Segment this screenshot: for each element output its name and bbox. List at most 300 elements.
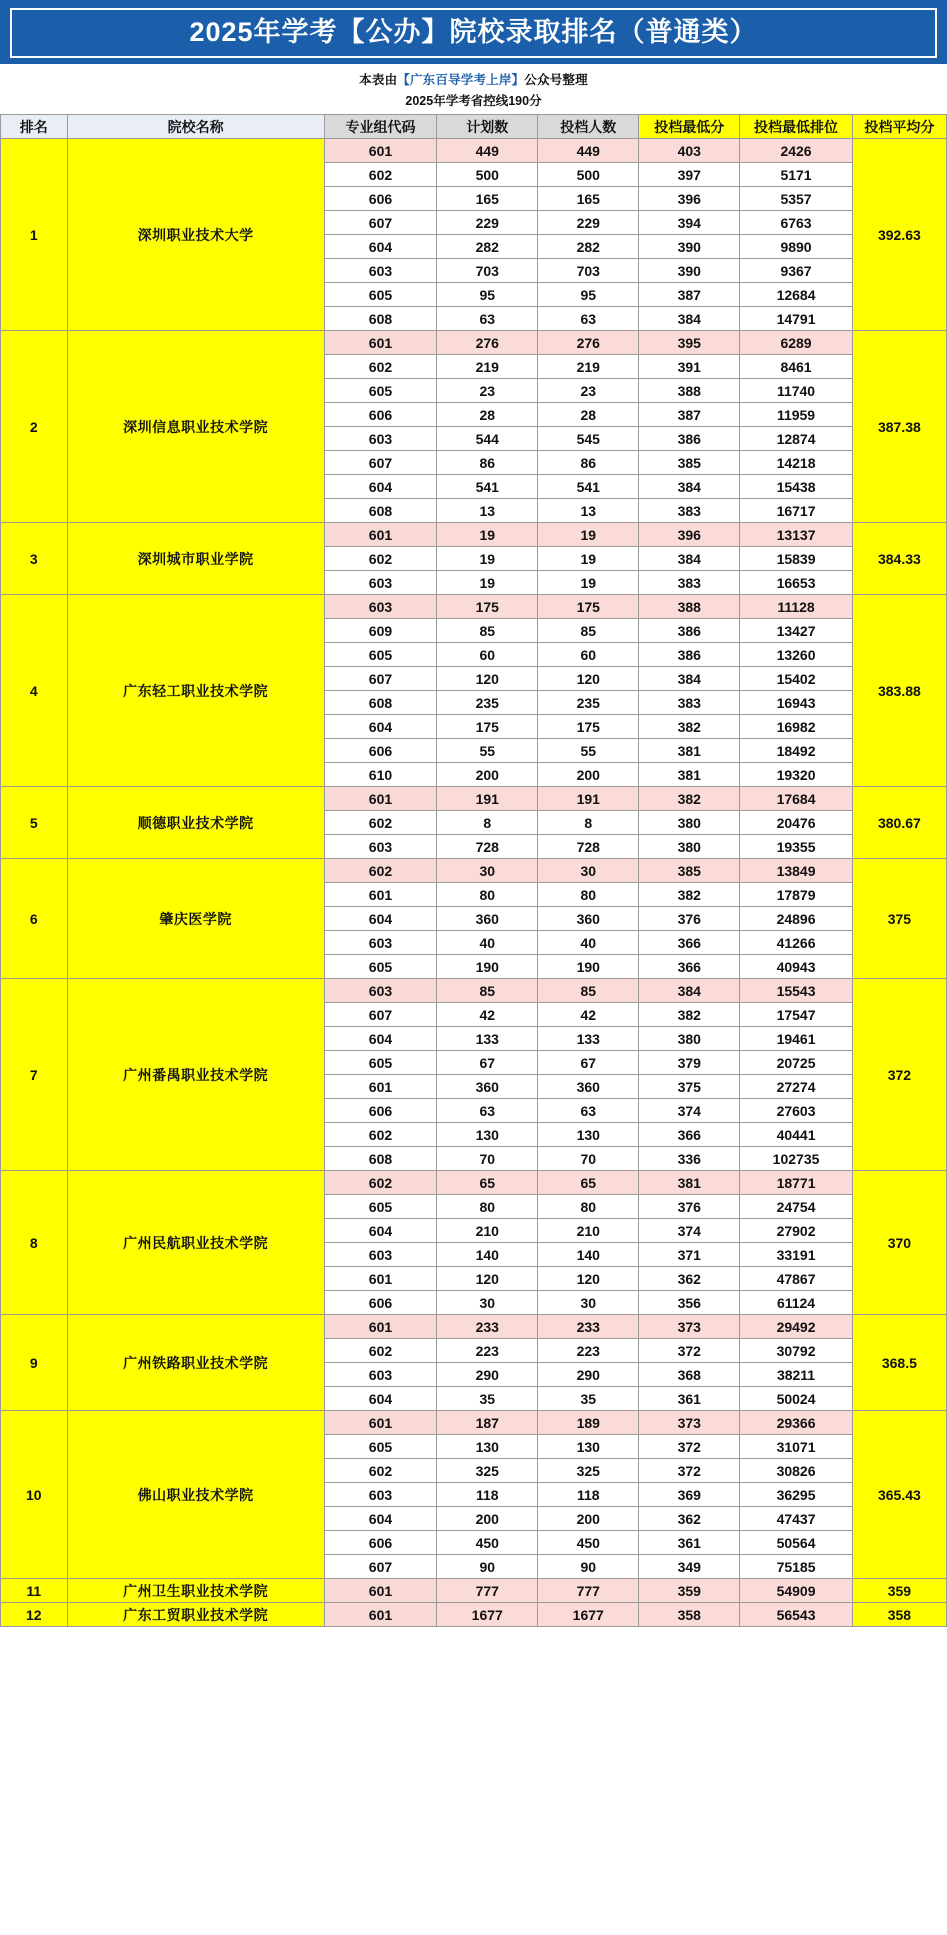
min-rank-cell: 36295 xyxy=(740,1483,853,1507)
major-group-code-cell: 602 xyxy=(324,1123,437,1147)
plan-count-cell: 703 xyxy=(437,259,538,283)
table-body xyxy=(1,139,947,1627)
min-rank-cell: 16717 xyxy=(740,499,853,523)
source-credit-suffix: 公众号整理 xyxy=(524,73,588,88)
min-rank-cell: 15543 xyxy=(740,979,853,1003)
rank-cell: 3 xyxy=(1,523,68,595)
plan-count-cell: 23 xyxy=(437,379,538,403)
plan-count-cell: 175 xyxy=(437,595,538,619)
min-rank-cell: 38211 xyxy=(740,1363,853,1387)
min-score-cell: 381 xyxy=(639,763,740,787)
cast-count-cell: 86 xyxy=(538,451,639,475)
cast-count-cell: 210 xyxy=(538,1219,639,1243)
plan-count-cell: 80 xyxy=(437,1195,538,1219)
plan-count-cell: 70 xyxy=(437,1147,538,1171)
min-rank-cell: 8461 xyxy=(740,355,853,379)
plan-count-cell: 65 xyxy=(437,1171,538,1195)
plan-count-cell: 290 xyxy=(437,1363,538,1387)
plan-count-cell: 60 xyxy=(437,643,538,667)
cast-count-cell: 500 xyxy=(538,163,639,187)
major-group-code-cell: 601 xyxy=(324,523,437,547)
min-rank-cell: 13427 xyxy=(740,619,853,643)
major-group-code-cell: 603 xyxy=(324,931,437,955)
min-score-cell: 382 xyxy=(639,787,740,811)
min-rank-cell: 13849 xyxy=(740,859,853,883)
min-score-cell: 380 xyxy=(639,835,740,859)
min-score-cell: 386 xyxy=(639,619,740,643)
major-group-code-cell: 602 xyxy=(324,811,437,835)
cast-count-cell: 85 xyxy=(538,979,639,1003)
avg-score-cell: 380.67 xyxy=(852,787,946,859)
cast-count-cell: 175 xyxy=(538,595,639,619)
major-group-code-cell: 603 xyxy=(324,1483,437,1507)
min-score-cell: 387 xyxy=(639,403,740,427)
table-header-row xyxy=(1,115,947,139)
plan-count-cell: 118 xyxy=(437,1483,538,1507)
cast-count-cell: 728 xyxy=(538,835,639,859)
plan-count-cell: 8 xyxy=(437,811,538,835)
min-rank-cell: 33191 xyxy=(740,1243,853,1267)
cast-count-cell: 1677 xyxy=(538,1603,639,1627)
table-row xyxy=(1,331,947,355)
min-score-cell: 390 xyxy=(639,235,740,259)
major-group-code-cell: 602 xyxy=(324,355,437,379)
cast-count-cell: 276 xyxy=(538,331,639,355)
major-group-code-cell: 603 xyxy=(324,1363,437,1387)
major-group-code-cell: 606 xyxy=(324,1531,437,1555)
table-row xyxy=(1,139,947,163)
column-header-rank: 排名 xyxy=(1,115,68,139)
plan-count-cell: 120 xyxy=(437,1267,538,1291)
rank-cell: 2 xyxy=(1,331,68,523)
school-name-cell: 广州民航职业技术学院 xyxy=(67,1171,324,1315)
cast-count-cell: 120 xyxy=(538,667,639,691)
cast-count-cell: 120 xyxy=(538,1267,639,1291)
min-score-cell: 366 xyxy=(639,1123,740,1147)
major-group-code-cell: 602 xyxy=(324,547,437,571)
min-score-cell: 380 xyxy=(639,1027,740,1051)
min-score-cell: 388 xyxy=(639,379,740,403)
plan-count-cell: 219 xyxy=(437,355,538,379)
major-group-code-cell: 607 xyxy=(324,667,437,691)
min-score-cell: 382 xyxy=(639,883,740,907)
min-score-cell: 361 xyxy=(639,1531,740,1555)
min-score-cell: 373 xyxy=(639,1315,740,1339)
plan-count-cell: 450 xyxy=(437,1531,538,1555)
cast-count-cell: 13 xyxy=(538,499,639,523)
table-row xyxy=(1,1315,947,1339)
min-score-cell: 349 xyxy=(639,1555,740,1579)
major-group-code-cell: 601 xyxy=(324,1267,437,1291)
min-rank-cell: 6289 xyxy=(740,331,853,355)
plan-count-cell: 120 xyxy=(437,667,538,691)
column-header-avg-score: 投档平均分 xyxy=(852,115,946,139)
table-row xyxy=(1,1171,947,1195)
plan-count-cell: 500 xyxy=(437,163,538,187)
min-score-cell: 380 xyxy=(639,811,740,835)
plan-count-cell: 85 xyxy=(437,619,538,643)
cast-count-cell: 60 xyxy=(538,643,639,667)
plan-count-cell: 282 xyxy=(437,235,538,259)
plan-count-cell: 85 xyxy=(437,979,538,1003)
cast-count-cell: 55 xyxy=(538,739,639,763)
title-banner-frame xyxy=(10,8,937,58)
school-name-cell: 广州铁路职业技术学院 xyxy=(67,1315,324,1411)
min-rank-cell: 16653 xyxy=(740,571,853,595)
min-score-cell: 356 xyxy=(639,1291,740,1315)
source-credit xyxy=(0,70,947,88)
major-group-code-cell: 604 xyxy=(324,1387,437,1411)
plan-count-cell: 187 xyxy=(437,1411,538,1435)
cast-count-cell: 30 xyxy=(538,1291,639,1315)
min-score-cell: 386 xyxy=(639,643,740,667)
min-rank-cell: 19320 xyxy=(740,763,853,787)
plan-count-cell: 19 xyxy=(437,547,538,571)
plan-count-cell: 19 xyxy=(437,571,538,595)
min-score-cell: 379 xyxy=(639,1051,740,1075)
plan-count-cell: 541 xyxy=(437,475,538,499)
major-group-code-cell: 607 xyxy=(324,211,437,235)
min-rank-cell: 18771 xyxy=(740,1171,853,1195)
major-group-code-cell: 601 xyxy=(324,1579,437,1603)
major-group-code-cell: 603 xyxy=(324,427,437,451)
cast-count-cell: 80 xyxy=(538,883,639,907)
plan-count-cell: 13 xyxy=(437,499,538,523)
cast-count-cell: 200 xyxy=(538,763,639,787)
rank-cell: 10 xyxy=(1,1411,68,1579)
plan-count-cell: 19 xyxy=(437,523,538,547)
min-score-cell: 384 xyxy=(639,307,740,331)
plan-count-cell: 42 xyxy=(437,1003,538,1027)
rank-cell: 8 xyxy=(1,1171,68,1315)
major-group-code-cell: 603 xyxy=(324,259,437,283)
table-row xyxy=(1,595,947,619)
min-score-cell: 372 xyxy=(639,1339,740,1363)
min-rank-cell: 40441 xyxy=(740,1123,853,1147)
plan-count-cell: 130 xyxy=(437,1435,538,1459)
min-rank-cell: 47437 xyxy=(740,1507,853,1531)
school-name-cell: 广州番禺职业技术学院 xyxy=(67,979,324,1171)
plan-count-cell: 210 xyxy=(437,1219,538,1243)
cast-count-cell: 290 xyxy=(538,1363,639,1387)
avg-score-cell: 383.88 xyxy=(852,595,946,787)
major-group-code-cell: 601 xyxy=(324,883,437,907)
plan-count-cell: 449 xyxy=(437,139,538,163)
min-rank-cell: 5357 xyxy=(740,187,853,211)
major-group-code-cell: 601 xyxy=(324,139,437,163)
avg-score-cell: 365.43 xyxy=(852,1411,946,1579)
plan-count-cell: 190 xyxy=(437,955,538,979)
cast-count-cell: 223 xyxy=(538,1339,639,1363)
min-score-cell: 376 xyxy=(639,1195,740,1219)
cast-count-cell: 90 xyxy=(538,1555,639,1579)
min-score-cell: 382 xyxy=(639,1003,740,1027)
min-rank-cell: 9890 xyxy=(740,235,853,259)
major-group-code-cell: 605 xyxy=(324,643,437,667)
plan-count-cell: 276 xyxy=(437,331,538,355)
min-rank-cell: 31071 xyxy=(740,1435,853,1459)
cast-count-cell: 545 xyxy=(538,427,639,451)
major-group-code-cell: 606 xyxy=(324,187,437,211)
min-rank-cell: 6763 xyxy=(740,211,853,235)
school-name-cell: 深圳城市职业学院 xyxy=(67,523,324,595)
plan-count-cell: 235 xyxy=(437,691,538,715)
min-score-cell: 375 xyxy=(639,1075,740,1099)
cast-count-cell: 80 xyxy=(538,1195,639,1219)
major-group-code-cell: 608 xyxy=(324,691,437,715)
min-rank-cell: 54909 xyxy=(740,1579,853,1603)
min-rank-cell: 27603 xyxy=(740,1099,853,1123)
plan-count-cell: 544 xyxy=(437,427,538,451)
cast-count-cell: 67 xyxy=(538,1051,639,1075)
major-group-code-cell: 610 xyxy=(324,763,437,787)
table-row xyxy=(1,523,947,547)
min-score-cell: 374 xyxy=(639,1099,740,1123)
min-score-cell: 373 xyxy=(639,1411,740,1435)
plan-count-cell: 40 xyxy=(437,931,538,955)
min-score-cell: 369 xyxy=(639,1483,740,1507)
table-header xyxy=(1,115,947,139)
min-rank-cell: 40943 xyxy=(740,955,853,979)
cast-count-cell: 235 xyxy=(538,691,639,715)
rank-cell: 12 xyxy=(1,1603,68,1627)
min-rank-cell: 11959 xyxy=(740,403,853,427)
major-group-code-cell: 601 xyxy=(324,331,437,355)
cast-count-cell: 19 xyxy=(538,523,639,547)
cast-count-cell: 175 xyxy=(538,715,639,739)
column-header-group-code: 专业组代码 xyxy=(324,115,437,139)
min-score-cell: 397 xyxy=(639,163,740,187)
cast-count-cell: 233 xyxy=(538,1315,639,1339)
rank-cell: 11 xyxy=(1,1579,68,1603)
cast-count-cell: 65 xyxy=(538,1171,639,1195)
min-score-cell: 359 xyxy=(639,1579,740,1603)
avg-score-cell: 392.63 xyxy=(852,139,946,331)
major-group-code-cell: 601 xyxy=(324,1075,437,1099)
min-rank-cell: 50024 xyxy=(740,1387,853,1411)
major-group-code-cell: 601 xyxy=(324,1603,437,1627)
plan-count-cell: 777 xyxy=(437,1579,538,1603)
cast-count-cell: 130 xyxy=(538,1123,639,1147)
cast-count-cell: 541 xyxy=(538,475,639,499)
plan-count-cell: 165 xyxy=(437,187,538,211)
min-score-cell: 391 xyxy=(639,355,740,379)
min-rank-cell: 13137 xyxy=(740,523,853,547)
source-credit-prefix: 本表由 xyxy=(359,73,398,88)
min-rank-cell: 75185 xyxy=(740,1555,853,1579)
major-group-code-cell: 606 xyxy=(324,403,437,427)
avg-score-cell: 359 xyxy=(852,1579,946,1603)
min-rank-cell: 56543 xyxy=(740,1603,853,1627)
min-rank-cell: 14791 xyxy=(740,307,853,331)
plan-count-cell: 90 xyxy=(437,1555,538,1579)
plan-count-cell: 175 xyxy=(437,715,538,739)
cast-count-cell: 95 xyxy=(538,283,639,307)
cast-count-cell: 28 xyxy=(538,403,639,427)
table-row xyxy=(1,1603,947,1627)
major-group-code-cell: 608 xyxy=(324,307,437,331)
major-group-code-cell: 605 xyxy=(324,379,437,403)
min-rank-cell: 19461 xyxy=(740,1027,853,1051)
cast-count-cell: 19 xyxy=(538,571,639,595)
min-rank-cell: 30792 xyxy=(740,1339,853,1363)
major-group-code-cell: 608 xyxy=(324,499,437,523)
subtitle-area xyxy=(0,64,947,114)
major-group-code-cell: 608 xyxy=(324,1147,437,1171)
cast-count-cell: 35 xyxy=(538,1387,639,1411)
major-group-code-cell: 601 xyxy=(324,1411,437,1435)
min-score-cell: 381 xyxy=(639,1171,740,1195)
min-rank-cell: 5171 xyxy=(740,163,853,187)
min-score-cell: 383 xyxy=(639,691,740,715)
min-rank-cell: 29492 xyxy=(740,1315,853,1339)
cast-count-cell: 118 xyxy=(538,1483,639,1507)
cast-count-cell: 190 xyxy=(538,955,639,979)
plan-count-cell: 191 xyxy=(437,787,538,811)
min-rank-cell: 16982 xyxy=(740,715,853,739)
plan-count-cell: 140 xyxy=(437,1243,538,1267)
school-name-cell: 深圳职业技术大学 xyxy=(67,139,324,331)
min-rank-cell: 50564 xyxy=(740,1531,853,1555)
major-group-code-cell: 601 xyxy=(324,1315,437,1339)
cast-count-cell: 449 xyxy=(538,139,639,163)
min-rank-cell: 61124 xyxy=(740,1291,853,1315)
min-rank-cell: 24896 xyxy=(740,907,853,931)
source-credit-account: 【广东百导学考上岸】 xyxy=(397,73,525,88)
min-rank-cell: 18492 xyxy=(740,739,853,763)
cast-count-cell: 219 xyxy=(538,355,639,379)
plan-count-cell: 223 xyxy=(437,1339,538,1363)
cast-count-cell: 63 xyxy=(538,307,639,331)
min-score-cell: 362 xyxy=(639,1267,740,1291)
min-score-cell: 396 xyxy=(639,187,740,211)
cast-count-cell: 777 xyxy=(538,1579,639,1603)
major-group-code-cell: 602 xyxy=(324,163,437,187)
min-score-cell: 358 xyxy=(639,1603,740,1627)
min-score-cell: 372 xyxy=(639,1459,740,1483)
plan-count-cell: 728 xyxy=(437,835,538,859)
plan-count-cell: 63 xyxy=(437,1099,538,1123)
plan-count-cell: 63 xyxy=(437,307,538,331)
rank-cell: 4 xyxy=(1,595,68,787)
column-header-min-score: 投档最低分 xyxy=(639,115,740,139)
plan-count-cell: 86 xyxy=(437,451,538,475)
school-name-cell: 深圳信息职业技术学院 xyxy=(67,331,324,523)
column-header-school: 院校名称 xyxy=(67,115,324,139)
cast-count-cell: 30 xyxy=(538,859,639,883)
major-group-code-cell: 605 xyxy=(324,955,437,979)
major-group-code-cell: 606 xyxy=(324,1291,437,1315)
school-name-cell: 肇庆医学院 xyxy=(67,859,324,979)
min-rank-cell: 27902 xyxy=(740,1219,853,1243)
min-score-cell: 381 xyxy=(639,739,740,763)
major-group-code-cell: 602 xyxy=(324,1171,437,1195)
min-score-cell: 384 xyxy=(639,475,740,499)
cast-count-cell: 40 xyxy=(538,931,639,955)
min-rank-cell: 19355 xyxy=(740,835,853,859)
major-group-code-cell: 603 xyxy=(324,595,437,619)
min-score-cell: 386 xyxy=(639,427,740,451)
major-group-code-cell: 609 xyxy=(324,619,437,643)
table-row xyxy=(1,1411,947,1435)
column-header-cast-count: 投档人数 xyxy=(538,115,639,139)
cast-count-cell: 189 xyxy=(538,1411,639,1435)
table-row xyxy=(1,787,947,811)
major-group-code-cell: 604 xyxy=(324,475,437,499)
table-row xyxy=(1,979,947,1003)
min-rank-cell: 17879 xyxy=(740,883,853,907)
plan-count-cell: 95 xyxy=(437,283,538,307)
major-group-code-cell: 602 xyxy=(324,1459,437,1483)
major-group-code-cell: 604 xyxy=(324,907,437,931)
plan-count-cell: 130 xyxy=(437,1123,538,1147)
min-rank-cell: 11740 xyxy=(740,379,853,403)
plan-count-cell: 80 xyxy=(437,883,538,907)
plan-count-cell: 200 xyxy=(437,763,538,787)
cast-count-cell: 70 xyxy=(538,1147,639,1171)
major-group-code-cell: 603 xyxy=(324,1243,437,1267)
major-group-code-cell: 601 xyxy=(324,787,437,811)
major-group-code-cell: 606 xyxy=(324,739,437,763)
cast-count-cell: 140 xyxy=(538,1243,639,1267)
column-header-min-rank: 投档最低排位 xyxy=(740,115,853,139)
rank-cell: 1 xyxy=(1,139,68,331)
min-rank-cell: 16943 xyxy=(740,691,853,715)
min-score-cell: 368 xyxy=(639,1363,740,1387)
major-group-code-cell: 607 xyxy=(324,1555,437,1579)
min-rank-cell: 27274 xyxy=(740,1075,853,1099)
plan-count-cell: 30 xyxy=(437,1291,538,1315)
cast-count-cell: 42 xyxy=(538,1003,639,1027)
cast-count-cell: 450 xyxy=(538,1531,639,1555)
major-group-code-cell: 603 xyxy=(324,571,437,595)
min-score-cell: 336 xyxy=(639,1147,740,1171)
rank-cell: 5 xyxy=(1,787,68,859)
avg-score-cell: 368.5 xyxy=(852,1315,946,1411)
school-name-cell: 佛山职业技术学院 xyxy=(67,1411,324,1579)
column-header-plan-count: 计划数 xyxy=(437,115,538,139)
major-group-code-cell: 603 xyxy=(324,835,437,859)
school-name-cell: 广州卫生职业技术学院 xyxy=(67,1579,324,1603)
plan-count-cell: 200 xyxy=(437,1507,538,1531)
cast-count-cell: 325 xyxy=(538,1459,639,1483)
min-score-cell: 371 xyxy=(639,1243,740,1267)
cast-count-cell: 8 xyxy=(538,811,639,835)
min-rank-cell: 11128 xyxy=(740,595,853,619)
major-group-code-cell: 605 xyxy=(324,1051,437,1075)
min-score-cell: 383 xyxy=(639,571,740,595)
cast-count-cell: 200 xyxy=(538,1507,639,1531)
major-group-code-cell: 605 xyxy=(324,1195,437,1219)
rank-cell: 6 xyxy=(1,859,68,979)
min-score-cell: 388 xyxy=(639,595,740,619)
min-rank-cell: 41266 xyxy=(740,931,853,955)
min-rank-cell: 15402 xyxy=(740,667,853,691)
provincial-cutoff-note: 2025年学考省控线190分 xyxy=(405,94,542,109)
rank-cell: 7 xyxy=(1,979,68,1171)
avg-score-cell: 358 xyxy=(852,1603,946,1627)
min-rank-cell: 17684 xyxy=(740,787,853,811)
admission-ranking-table xyxy=(0,114,947,1627)
plan-count-cell: 360 xyxy=(437,907,538,931)
major-group-code-cell: 607 xyxy=(324,1003,437,1027)
min-score-cell: 366 xyxy=(639,931,740,955)
avg-score-cell: 370 xyxy=(852,1171,946,1315)
min-score-cell: 385 xyxy=(639,859,740,883)
avg-score-cell: 375 xyxy=(852,859,946,979)
avg-score-cell: 384.33 xyxy=(852,523,946,595)
plan-count-cell: 1677 xyxy=(437,1603,538,1627)
